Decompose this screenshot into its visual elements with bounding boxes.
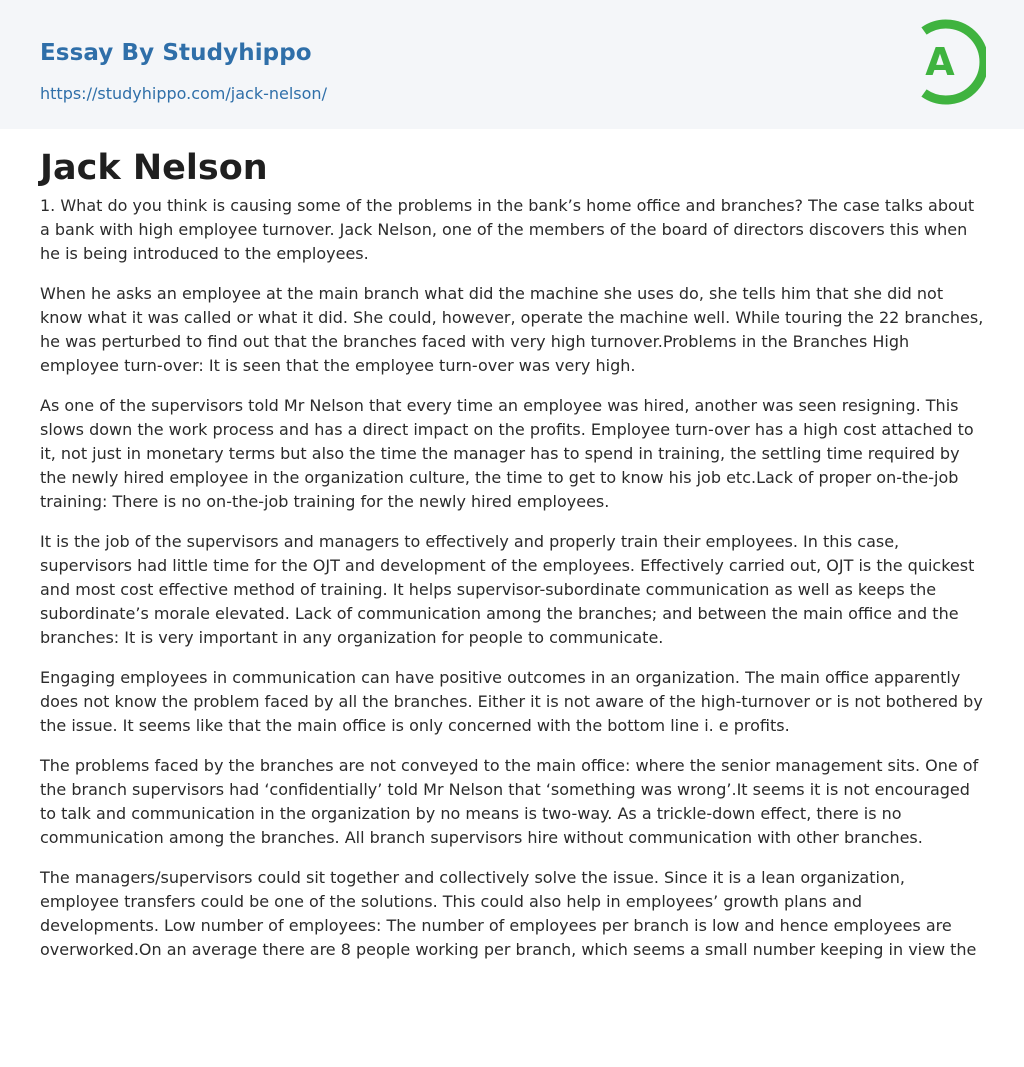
logo-letter: A: [925, 40, 955, 84]
studyhippo-logo-icon[interactable]: [912, 19, 986, 105]
site-brand[interactable]: Essay By Studyhippo: [40, 40, 312, 66]
paragraph-2: When he asks an employee at the main branch what did the machine she uses do, she tells him that she did not know what it was called or what it did. She could, however, operate the machine well. While touring the 22 branches, he was perturbed to find out that the branches faced with very high turnover.Problems in the Branches High employee turn-over: It is seen that the employee turn-over was very high.: [40, 284, 984, 375]
paragraph-5: Engaging employees in communication can have positive outcomes in an organization. The main office apparently does not know the problem faced by all the branches. Either it is not aware of the high-turnover or is not bothered by the issue. It seems like that the main office is only concerned with the bottom line i. e profits.: [40, 668, 983, 735]
paragraph-3: As one of the supervisors told Mr Nelson that every time an employee was hired, another was seen resigning. This slows down the work process and has a direct impact on the profits. Employee turn-over has a high cost attached to it, not just in monetary terms but also the time the manager has to spend in training, the settling time required by the newly hired employee in the organization culture, the time to get to know his job etc.Lack of proper on-the-job training: There is no on-the-job training for the newly hired employees.: [40, 396, 974, 511]
article: [40, 146, 984, 978]
page-title: Jack Nelson: [40, 148, 268, 188]
paragraph-6: The problems faced by the branches are not conveyed to the main office: where the senior management sits. One of the branch supervisors had ‘confidentially’ told Mr Nelson that ‘something was wrong’.It seems it is not encouraged to talk and communication in the organization by no means is two-way. As a trickle-down effect, there is no communication among the branches. All branch supervisors hire without communication with other branches.: [40, 756, 979, 847]
site-header: [0, 0, 1024, 129]
paragraph-4: It is the job of the supervisors and managers to effectively and properly train their employees. In this case, supervisors had little time for the OJT and development of the employees. Effectively carried out, OJT is the quickest and most cost effective method of training. It helps supervisor-subordinate communication as well as keeps the subordinate’s morale elevated. Lack of communication among the branches; and between the main office and the branches: It is very important in any organization for people to communicate.: [40, 532, 975, 647]
essay-url-link[interactable]: https://studyhippo.com/jack-nelson/: [40, 84, 327, 103]
paragraph-1: 1. What do you think is causing some of the problems in the bank’s home office and branches? The case talks about a bank with high employee turnover. Jack Nelson, one of the members of the board of directors discovers this when he is being introduced to the employees.: [40, 196, 975, 263]
paragraph-7: The managers/supervisors could sit together and collectively solve the issue. Since it is a lean organization, employee transfers could be one of the solutions. This could also help in employees’ growth plans and developments. Low number of employees: The number of employees per branch is low and hence employees are overworked.On an average there are 8 people working per branch, which seems a small number keeping in view the: [40, 868, 977, 959]
